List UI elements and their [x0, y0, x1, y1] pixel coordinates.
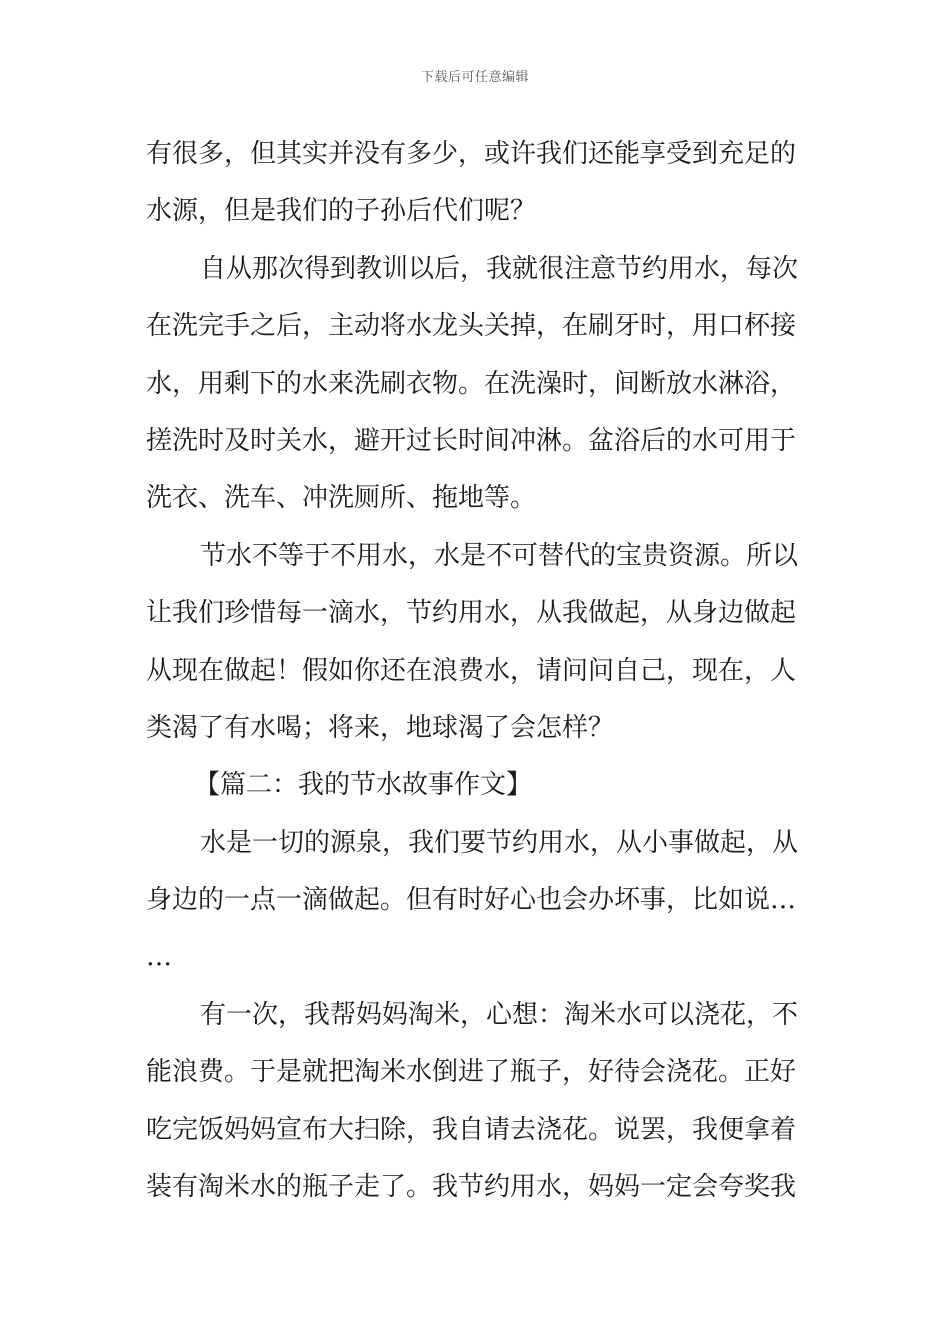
text-line: 水，用剩下的水来洗刷衣物。在洗澡时，间断放水淋浴，	[146, 368, 797, 399]
text-line: 在洗完手之后，主动将水龙头关掉，在刷牙时，用口杯接	[146, 311, 797, 342]
text-line: 洗衣、洗车、冲洗厕所、拖地等。	[146, 483, 537, 514]
text-line: 身边的一点一滴做起。但有时好心也会办坏事，比如说…	[146, 885, 797, 916]
paragraph-start-line: 节水不等于不用水，水是不可替代的宝贵资源。所以	[200, 540, 799, 571]
text-line: 从现在做起！假如你还在浪费水，请问问自己，现在，人	[146, 655, 797, 686]
section-title: 【篇二：我的节水故事作文】	[194, 770, 533, 801]
text-line: 吃完饭妈妈宣布大扫除，我自请去浇花。说罢，我便拿着	[146, 1114, 797, 1145]
document-body	[146, 126, 808, 1216]
text-line: 有很多，但其实并没有多少，或许我们还能享受到充足的	[146, 139, 797, 169]
paragraph-start-line: 水是一切的源泉，我们要节约用水，从小事做起，从	[200, 827, 799, 858]
text-line: 水源，但是我们的子孙后代们呢？	[146, 196, 537, 227]
page-header: 下载后可任意编辑	[420, 70, 529, 85]
text-line: …	[146, 942, 172, 973]
paragraph-start-line: 自从那次得到教训以后，我就很注意节约用水，每次	[200, 253, 799, 284]
text-line: 让我们珍惜每一滴水，节约用水，从我做起，从身边做起	[146, 598, 797, 629]
text-line: 类渴了有水喝；将来，地球渴了会怎样？	[146, 712, 615, 743]
text-line: 搓洗时及时关水，避开过长时间冲淋。盆浴后的水可用于	[146, 425, 797, 456]
text-line: 装有淘米水的瓶子走了。我节约用水，妈妈一定会夸奖我	[146, 1172, 797, 1203]
paragraph-start-line: 有一次，我帮妈妈淘米，心想：淘米水可以浇花，不	[200, 999, 799, 1030]
text-line: 能浪费。于是就把淘米水倒进了瓶子，好待会浇花。正好	[146, 1057, 797, 1088]
